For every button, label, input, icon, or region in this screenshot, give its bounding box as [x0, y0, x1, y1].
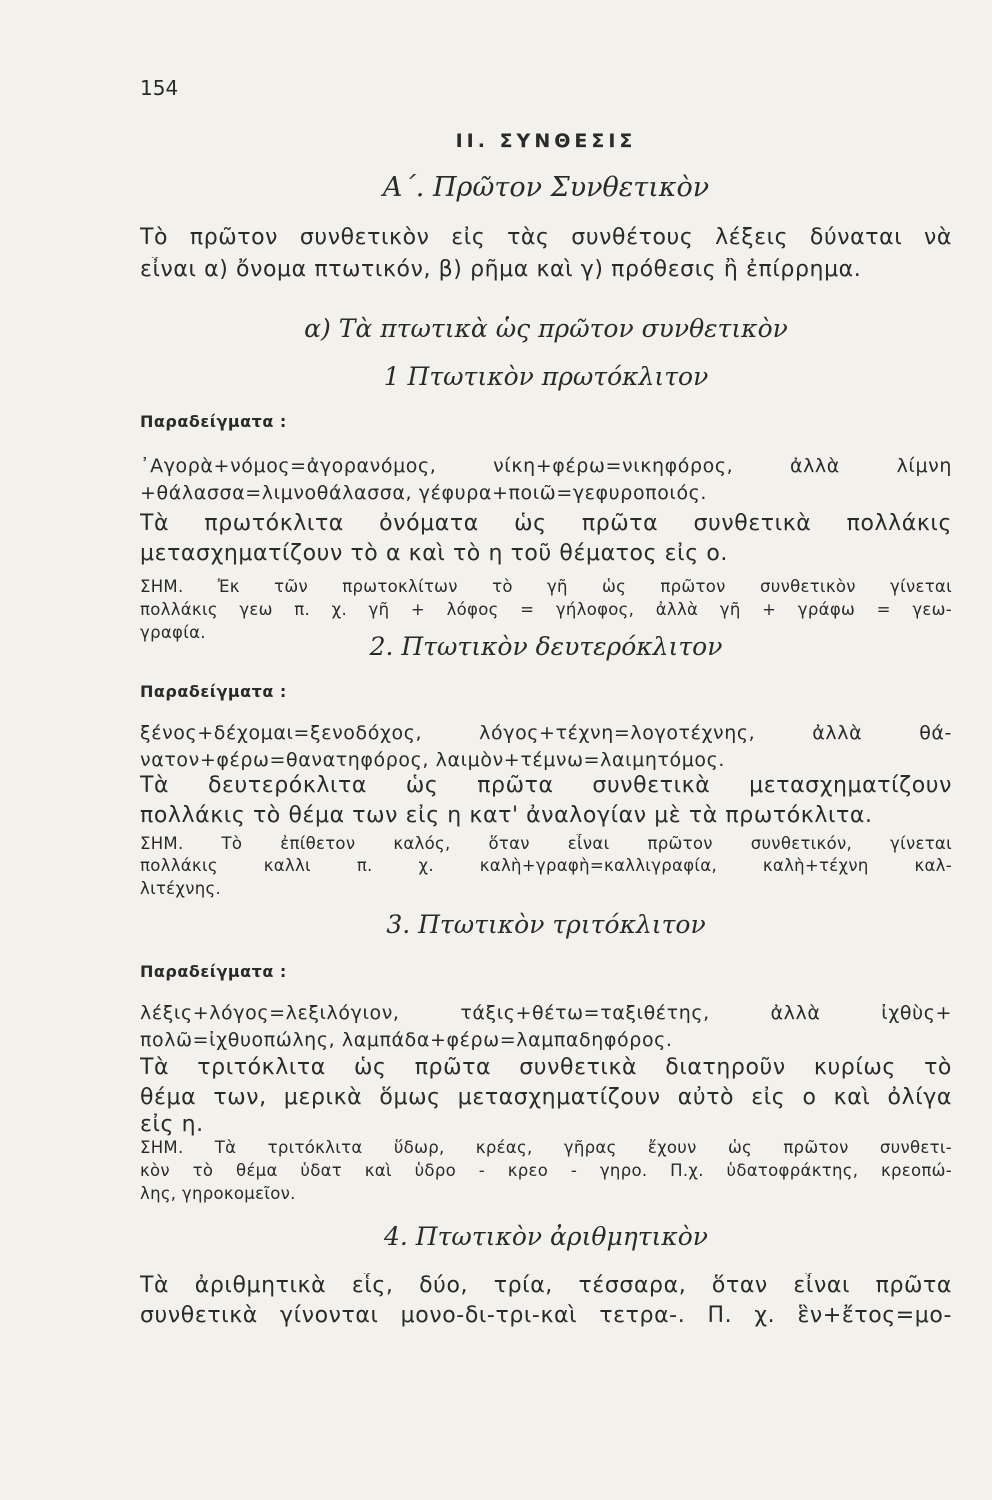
s3-note-1: ΣΗΜ. Τὰ τριτόκλιτα ὕδωρ, κρέας, γῆρας ἔχουν ὡς πρῶτον συνθετι- [140, 1138, 952, 1157]
section-4-title: 4. Πτωτικὸν ἀριθμητικὸν [384, 1222, 708, 1251]
intro-line-1: Τὸ πρῶτον συνθετικὸν εἰς τὰς συνθέτους λέξεις δύναται νὰ [140, 225, 952, 250]
s3-note-3: λης, γηροκομεῖον. [140, 1184, 296, 1203]
s2-line-3: Τὰ δευτερόκλιτα ὡς πρῶτα συνθετικὰ μετασχηματίζουν [140, 773, 952, 798]
s1-line-3: Τὰ πρωτόκλιτα ὀνόματα ὡς πρῶτα συνθετικὰ πολλάκις [140, 511, 952, 536]
s3-line-3: Τὰ τριτόκλιτα ὡς πρῶτα συνθετικὰ διατηροῦν κυρίως τὸ [140, 1055, 952, 1080]
s2-line-1: ξένος+δέχομαι=ξενοδόχος, λόγος+τέχνη=λογοτέχνης, ἀλλὰ θά- [140, 722, 952, 744]
section-2-title: 2. Πτωτικὸν δευτερόκλιτον [369, 632, 723, 661]
examples-label-2: Παραδείγματα : [140, 682, 287, 701]
s3-line-4: θέμα των, μερικὰ ὅμως μετασχηματίζουν αὐτὸ εἰς ο καὶ ὀλίγα [140, 1085, 952, 1110]
s4-line-1: Τὰ ἀριθμητικὰ εἷς, δύο, τρία, τέσσαρα, ὅταν εἶναι πρῶτα [140, 1273, 952, 1298]
intro-line-2: εἶναι α) ὄνομα πτωτικόν, β) ρῆμα καὶ γ) πρόθεσις ἢ ἐπίρρημα. [140, 257, 862, 282]
s3-line-5: εἰς η. [140, 1112, 204, 1137]
s3-line-1: λέξις+λόγος=λεξιλόγιον, τάξις+θέτω=ταξιθέτης, ἀλλὰ ἰχθὺς+ [140, 1002, 952, 1024]
s1-note-2: πολλάκις γεω π. χ. γῆ + λόφος = γήλοφος, ἀλλὰ γῆ + γράφω = γεω- [140, 600, 952, 619]
examples-label-1: Παραδείγματα : [140, 412, 287, 431]
s2-note-2: πολλάκις καλλι π. χ. καλὴ+γραφὴ=καλλιγραφία, καλὴ+τέχνη καλ- [140, 856, 952, 875]
s1-line-2: +θάλασσα=λιμνοθάλασσα, γέφυρα+ποιῶ=γεφυροποιός. [140, 482, 708, 504]
subsection-title: Α΄. Πρῶτον Συνθετικὸν [382, 172, 710, 203]
s1-note-3: γραφία. [140, 623, 206, 642]
s1-note-1: ΣΗΜ. Ἐκ τῶν πρωτοκλίτων τὸ γῆ ὡς πρῶτον συνθετικὸν γίνεται [140, 577, 952, 596]
section-title: II. ΣΥΝΘΕΣΙΣ [455, 130, 637, 152]
s2-note-1: ΣΗΜ. Τὸ ἐπίθετον καλός, ὅταν εἶναι πρῶτον συνθετικόν, γίνεται [140, 834, 952, 853]
s2-note-3: λιτέχνης. [140, 879, 222, 898]
section-3-title: 3. Πτωτικὸν τριτόκλιτον [386, 910, 706, 939]
s1-line-1: ᾿Αγορὰ+νόμος=ἀγορανόμος, νίκη+φέρω=νικηφόρος, ἀλλὰ λίμνη [140, 455, 952, 477]
examples-label-3: Παραδείγματα : [140, 962, 287, 981]
s2-line-2: νατον+φέρω=θανατηφόρος, λαιμὸν+τέμνω=λαιμητόμος. [140, 749, 726, 771]
s1-line-4: μετασχηματίζουν τὸ α καὶ τὸ η τοῦ θέματος εἰς ο. [140, 541, 728, 566]
section-1-title: 1 Πτωτικὸν πρωτόκλιτον [383, 362, 709, 391]
part-a-title: α) Τὰ πτωτικὰ ὡς πρῶτον συνθετικὸν [304, 314, 788, 343]
s3-note-2: κὸν τὸ θέμα ὑδατ καὶ ὑδρο - κρεο - γηρο. Π.χ. ὑδατοφράκτης, κρεοπώ- [140, 1161, 952, 1180]
s4-line-2: συνθετικὰ γίνονται μονο-δι-τρι-καὶ τετρα-. Π. χ. ἓν+ἔτος=μο- [140, 1303, 952, 1328]
s2-line-4: πολλάκις τὸ θέμα των εἰς η κατ' ἀναλογίαν μὲ τὰ πρωτόκλιτα. [140, 803, 873, 828]
s3-line-2: πολῶ=ἰχθυοπώλης, λαμπάδα+φέρω=λαμπαδηφόρος. [140, 1029, 673, 1051]
page-number: 154 [140, 76, 179, 100]
